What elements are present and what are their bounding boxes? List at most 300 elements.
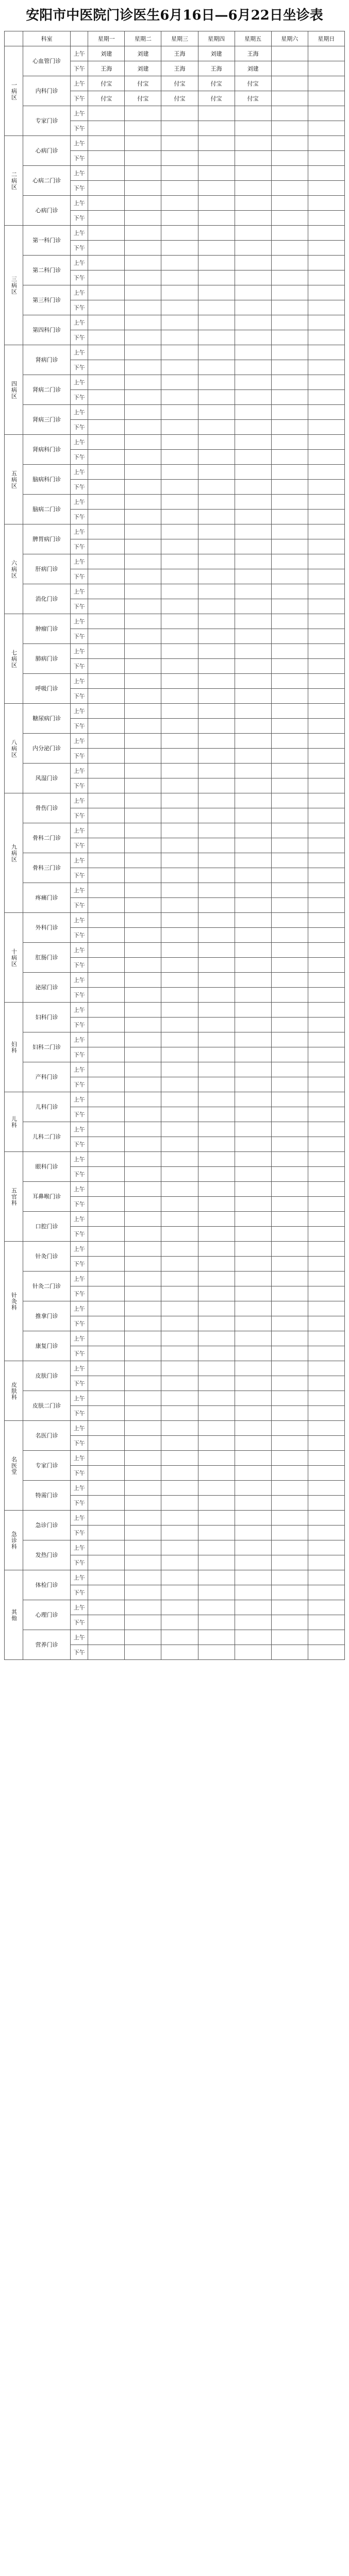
doctor-cell [235,838,271,853]
clinic-name: 康复门诊 [23,1331,71,1361]
doctor-cell [161,599,198,614]
table-row [5,1182,345,1197]
doctor-cell [88,1167,125,1182]
doctor-cell [125,196,161,211]
afternoon-label: 下午 [71,241,88,256]
table-row [5,1421,345,1436]
doctor-cell [308,1197,344,1212]
doctor-cell [235,1152,271,1167]
doctor-cell [88,988,125,1003]
doctor-cell [161,793,198,808]
doctor-cell [161,689,198,704]
morning-label: 上午 [71,375,88,390]
doctor-cell [88,1555,125,1570]
doctor-cell [271,1466,308,1481]
doctor-cell [88,719,125,734]
doctor-cell [271,1167,308,1182]
clinic-name: 脑病科门诊 [23,465,71,495]
doctor-cell [88,1316,125,1331]
doctor-cell [161,1227,198,1242]
doctor-cell [198,1346,235,1361]
table-row [5,524,345,539]
doctor-cell [125,734,161,749]
doctor-cell [88,480,125,495]
afternoon-label: 下午 [71,1197,88,1212]
doctor-cell [308,988,344,1003]
doctor-cell [125,1182,161,1197]
doctor-cell [271,1197,308,1212]
table-row [5,644,345,659]
doctor-cell [161,1272,198,1286]
doctor-cell [308,659,344,674]
doctor-cell [161,226,198,241]
doctor-cell [235,226,271,241]
doctor-cell [198,749,235,764]
doctor-cell [308,1555,344,1570]
doctor-cell [125,1600,161,1615]
doctor-cell [235,659,271,674]
doctor-cell [88,764,125,778]
doctor-cell [88,256,125,270]
doctor-cell [235,1555,271,1570]
doctor-cell [161,241,198,256]
doctor-cell [271,778,308,793]
doctor-cell [235,1331,271,1346]
doctor-cell [308,1331,344,1346]
doctor-cell [161,1451,198,1466]
doctor-cell [161,435,198,450]
doctor-cell [235,1451,271,1466]
doctor-cell [161,1286,198,1301]
doctor-cell [235,1346,271,1361]
doctor-cell [88,360,125,375]
doctor-cell [161,1540,198,1555]
doctor-cell [88,614,125,629]
morning-label: 上午 [71,435,88,450]
doctor-cell [235,913,271,928]
doctor-cell [198,495,235,510]
doctor-cell [308,1451,344,1466]
doctor-cell [271,614,308,629]
doctor-cell [88,1032,125,1047]
doctor-cell [198,808,235,823]
doctor-cell [198,704,235,719]
header-day: 星期二 [125,31,161,46]
table-row [5,1361,345,1376]
doctor-cell [125,1406,161,1421]
afternoon-label: 下午 [71,211,88,226]
table-row [5,1481,345,1496]
doctor-cell [161,1152,198,1167]
morning-label: 上午 [71,285,88,300]
doctor-cell [161,734,198,749]
doctor-cell [308,1242,344,1257]
doctor-cell [271,91,308,106]
section-name: 七病区 [5,614,23,704]
doctor-cell [308,1466,344,1481]
doctor-cell [88,1466,125,1481]
doctor-cell [198,480,235,495]
doctor-cell [271,151,308,166]
doctor-cell [125,1107,161,1122]
doctor-cell [198,151,235,166]
morning-label: 上午 [71,46,88,61]
table-row [5,1003,345,1018]
doctor-cell [161,510,198,524]
clinic-name: 名医门诊 [23,1421,71,1451]
doctor-cell [125,151,161,166]
doctor-cell [308,1570,344,1585]
doctor-cell [308,629,344,644]
clinic-name: 营养门诊 [23,1630,71,1660]
doctor-cell [271,853,308,868]
doctor-cell [235,554,271,569]
doctor-cell [198,1018,235,1032]
doctor-cell [271,345,308,360]
doctor-cell [308,1481,344,1496]
doctor-cell [271,435,308,450]
clinic-name: 推拿门诊 [23,1301,71,1331]
doctor-cell [198,420,235,435]
doctor-cell [125,270,161,285]
table-row [5,1212,345,1227]
doctor-cell [308,121,344,136]
doctor-cell [198,883,235,898]
doctor-cell [198,1227,235,1242]
doctor-cell [198,599,235,614]
morning-label: 上午 [71,1032,88,1047]
morning-label: 上午 [71,1540,88,1555]
afternoon-label: 下午 [71,1227,88,1242]
doctor-cell [308,1361,344,1376]
doctor-cell [161,196,198,211]
doctor-cell [161,1316,198,1331]
doctor-cell [271,495,308,510]
doctor-cell [88,390,125,405]
doctor-cell [198,106,235,121]
doctor-cell [271,480,308,495]
doctor-cell [125,1122,161,1137]
doctor-cell [161,300,198,315]
doctor-cell [198,121,235,136]
doctor-cell [235,1511,271,1526]
doctor-cell [235,629,271,644]
doctor-cell: 刘建 [88,46,125,61]
morning-label: 上午 [71,1361,88,1376]
doctor-cell [235,1645,271,1660]
doctor-cell [88,465,125,480]
morning-label: 上午 [71,1272,88,1286]
clinic-name: 心病二门诊 [23,166,71,196]
doctor-cell [198,958,235,973]
doctor-cell [308,1286,344,1301]
morning-label: 上午 [71,76,88,91]
doctor-cell [235,704,271,719]
clinic-name: 风湿门诊 [23,764,71,793]
doctor-cell [198,943,235,958]
doctor-cell [198,1137,235,1152]
clinic-name: 儿科门诊 [23,1092,71,1122]
doctor-cell [308,1406,344,1421]
doctor-cell [88,838,125,853]
doctor-cell [198,1615,235,1630]
doctor-cell [161,1092,198,1107]
afternoon-label: 下午 [71,480,88,495]
doctor-cell [235,465,271,480]
doctor-cell [161,375,198,390]
doctor-cell [161,1585,198,1600]
doctor-cell [161,1167,198,1182]
morning-label: 上午 [71,973,88,988]
doctor-cell [198,554,235,569]
doctor-cell [198,1122,235,1137]
morning-label: 上午 [71,1570,88,1585]
clinic-name: 肝病门诊 [23,554,71,584]
doctor-cell [271,330,308,345]
doctor-cell [271,764,308,778]
doctor-cell [198,1077,235,1092]
doctor-cell [88,1615,125,1630]
doctor-cell [198,928,235,943]
doctor-cell [161,1137,198,1152]
doctor-cell [88,405,125,420]
table-row [5,913,345,928]
header-row [5,31,345,46]
morning-label: 上午 [71,943,88,958]
clinic-name: 脑病二门诊 [23,495,71,524]
doctor-cell [161,1406,198,1421]
doctor-cell [125,450,161,465]
doctor-cell [161,1346,198,1361]
doctor-cell [271,1257,308,1272]
doctor-cell [125,480,161,495]
morning-label: 上午 [71,136,88,151]
clinic-name: 耳鼻喉门诊 [23,1182,71,1212]
doctor-cell [308,614,344,629]
doctor-cell [271,584,308,599]
doctor-cell [308,868,344,883]
clinic-name: 肾病门诊 [23,345,71,375]
doctor-cell [88,1570,125,1585]
doctor-cell [235,898,271,913]
doctor-cell: 付宝 [125,76,161,91]
doctor-cell [271,1107,308,1122]
doctor-cell [271,1630,308,1645]
doctor-cell [161,1391,198,1406]
doctor-cell [271,181,308,196]
afternoon-label: 下午 [71,450,88,465]
doctor-cell [125,1092,161,1107]
doctor-cell [88,943,125,958]
afternoon-label: 下午 [71,868,88,883]
table-row [5,1511,345,1526]
doctor-cell [125,1361,161,1376]
afternoon-label: 下午 [71,629,88,644]
doctor-cell [161,330,198,345]
afternoon-label: 下午 [71,539,88,554]
doctor-cell [125,1301,161,1316]
afternoon-label: 下午 [71,1286,88,1301]
doctor-cell [235,1212,271,1227]
doctor-cell [308,345,344,360]
clinic-name: 针灸门诊 [23,1242,71,1272]
doctor-cell [88,1406,125,1421]
doctor-cell: 付宝 [235,91,271,106]
section-name: 六病区 [5,524,23,614]
doctor-cell [271,554,308,569]
doctor-cell [88,539,125,554]
doctor-cell [308,196,344,211]
doctor-cell [235,435,271,450]
doctor-cell [308,719,344,734]
doctor-cell [271,1212,308,1227]
doctor-cell [125,256,161,270]
doctor-cell [125,1212,161,1227]
doctor-cell [235,136,271,151]
doctor-cell [88,285,125,300]
doctor-cell [125,539,161,554]
doctor-cell [308,1182,344,1197]
doctor-cell [88,778,125,793]
table-row [5,1600,345,1615]
doctor-cell [161,838,198,853]
doctor-cell [198,569,235,584]
afternoon-label: 下午 [71,1585,88,1600]
doctor-cell [125,1062,161,1077]
morning-label: 上午 [71,1242,88,1257]
doctor-cell [161,808,198,823]
clinic-name: 脾胃病门诊 [23,524,71,554]
doctor-cell [198,450,235,465]
doctor-cell [88,674,125,689]
morning-label: 上午 [71,226,88,241]
doctor-cell [125,674,161,689]
table-row [5,345,345,360]
morning-label: 上午 [71,1511,88,1526]
doctor-cell [235,1018,271,1032]
doctor-cell [125,241,161,256]
doctor-cell [125,420,161,435]
doctor-cell [235,1391,271,1406]
doctor-cell [88,1540,125,1555]
doctor-cell [235,121,271,136]
doctor-cell [271,166,308,181]
doctor-cell [125,1555,161,1570]
doctor-cell [235,883,271,898]
afternoon-label: 下午 [71,1107,88,1122]
doctor-cell [125,360,161,375]
doctor-cell [125,644,161,659]
doctor-cell [308,1137,344,1152]
doctor-cell [198,211,235,226]
doctor-cell: 付宝 [235,76,271,91]
afternoon-label: 下午 [71,360,88,375]
doctor-cell [271,599,308,614]
doctor-cell [271,1496,308,1511]
clinic-name: 皮肤门诊 [23,1361,71,1391]
doctor-cell [198,988,235,1003]
afternoon-label: 下午 [71,390,88,405]
table-row [5,973,345,988]
section-name: 十病区 [5,913,23,1003]
doctor-cell [235,1107,271,1122]
schedule-table [4,31,345,1660]
doctor-cell [161,554,198,569]
table-row [5,375,345,390]
doctor-cell [308,480,344,495]
afternoon-label: 下午 [71,1346,88,1361]
doctor-cell [271,1122,308,1137]
doctor-cell [308,808,344,823]
doctor-cell [271,1436,308,1451]
doctor-cell [198,1391,235,1406]
table-row [5,435,345,450]
afternoon-label: 下午 [71,719,88,734]
doctor-cell [198,1197,235,1212]
morning-label: 上午 [71,823,88,838]
doctor-cell [235,1481,271,1496]
section-name: 皮肤科 [5,1361,23,1421]
doctor-cell [308,1047,344,1062]
doctor-cell [271,1645,308,1660]
doctor-cell [125,614,161,629]
doctor-cell [235,943,271,958]
doctor-cell [235,420,271,435]
morning-label: 上午 [71,1003,88,1018]
table-row [5,1301,345,1316]
doctor-cell [308,211,344,226]
doctor-cell [271,793,308,808]
doctor-cell [271,749,308,764]
table-row [5,734,345,749]
doctor-cell [308,1272,344,1286]
table-row [5,823,345,838]
doctor-cell [198,584,235,599]
doctor-cell [88,793,125,808]
doctor-cell [88,1227,125,1242]
afternoon-label: 下午 [71,1376,88,1391]
doctor-cell [271,689,308,704]
morning-label: 上午 [71,883,88,898]
doctor-cell [125,315,161,330]
morning-label: 上午 [71,764,88,778]
doctor-cell [271,644,308,659]
doctor-cell [161,988,198,1003]
doctor-cell [161,1032,198,1047]
doctor-cell [271,659,308,674]
doctor-cell [161,958,198,973]
section-name: 二病区 [5,136,23,226]
doctor-cell [161,973,198,988]
doctor-cell [125,1152,161,1167]
morning-label: 上午 [71,704,88,719]
doctor-cell [271,1391,308,1406]
doctor-cell [198,823,235,838]
morning-label: 上午 [71,495,88,510]
doctor-cell [161,778,198,793]
doctor-cell [88,495,125,510]
doctor-cell [235,1540,271,1555]
doctor-cell [235,569,271,584]
doctor-cell [308,1316,344,1331]
afternoon-label: 下午 [71,1645,88,1660]
doctor-cell [271,1481,308,1496]
page-title: 安阳市中医院门诊医生6月16日—6月22日坐诊表 [26,8,323,23]
doctor-cell [308,1227,344,1242]
doctor-cell [125,1511,161,1526]
doctor-cell [198,1496,235,1511]
doctor-cell [88,106,125,121]
